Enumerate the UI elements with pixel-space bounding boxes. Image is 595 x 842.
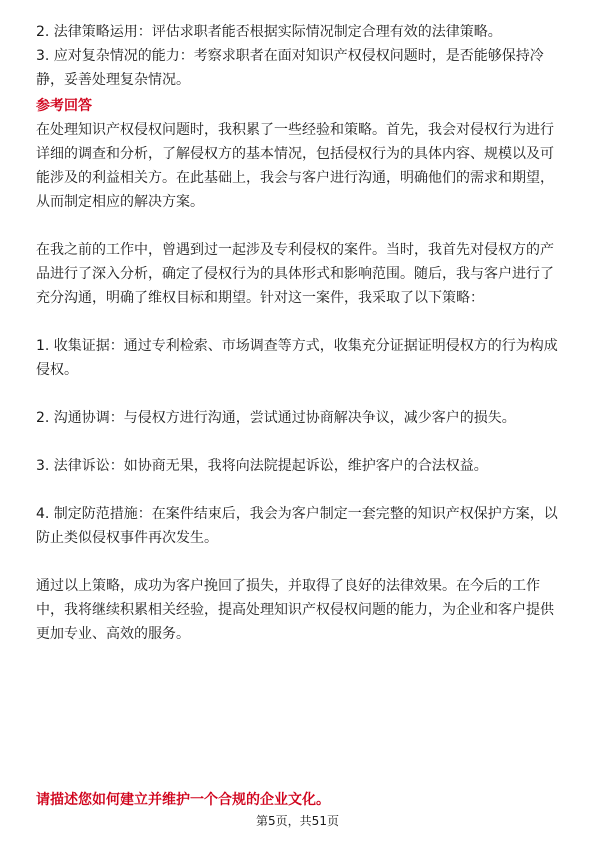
strategy-item-litigation: 3. 法律诉讼：如协商无果，我将向法院提起诉讼，维护客户的合法权益。: [36, 458, 488, 474]
paragraph-gap: [36, 310, 566, 334]
criteria-item-complexity: 3. 应对复杂情况的能力：考察求职者在面对知识产权侵权问题时，是否能够保持冷静，妥善处理复杂情况。: [36, 48, 544, 88]
paragraph-gap: [36, 478, 566, 502]
reference-answer-heading: 参考回答: [36, 98, 92, 114]
page-content: [36, 20, 566, 646]
answer-conclusion-paragraph: 通过以上策略，成功为客户挽回了损失，并取得了良好的法律效果。在今后的工作中，我将继续积累相关经验，提高处理知识产权侵权问题的能力，为企业和客户提供更加专业、高效的服务。: [36, 578, 554, 642]
paragraph-gap: [36, 382, 566, 406]
criteria-item-strategy: 2. 法律策略运用：评估求职者能否根据实际情况制定合理有效的法律策略。: [36, 24, 502, 40]
paragraph-gap: [36, 430, 566, 454]
strategy-item-prevention: 4. 制定防范措施：在案件结束后，我会为客户制定一套完整的知识产权保护方案，以防止类似侵权事件再次发生。: [36, 506, 558, 546]
next-question-heading: 请描述您如何建立并维护一个合规的企业文化。: [36, 792, 330, 808]
paragraph-gap: [36, 214, 566, 238]
paragraph-gap: [36, 550, 566, 574]
strategy-item-negotiation: 2. 沟通协调：与侵权方进行沟通，尝试通过协商解决争议，减少客户的损失。: [36, 410, 516, 426]
page-number-footer: 第5页，共51页: [256, 814, 339, 828]
answer-intro-paragraph: 在处理知识产权侵权问题时，我积累了一些经验和策略。首先，我会对侵权行为进行详细的调查和分析，了解侵权方的基本情况，包括侵权行为的具体内容、规模以及可能涉及的利益相关方。在此基础上，我会与客户进行沟通，明确他们的需求和期望，从而制定相应的解决方案。: [36, 122, 554, 210]
strategy-item-evidence: 1. 收集证据：通过专利检索、市场调查等方式，收集充分证据证明侵权方的行为构成侵权。: [36, 338, 558, 378]
answer-case-paragraph: 在我之前的工作中，曾遇到过一起涉及专利侵权的案件。当时，我首先对侵权方的产品进行了深入分析，确定了侵权行为的具体形式和影响范围。随后，我与客户进行了充分沟通，明确了维权目标和期望。针对这一案件，我采取了以下策略：: [36, 242, 554, 306]
